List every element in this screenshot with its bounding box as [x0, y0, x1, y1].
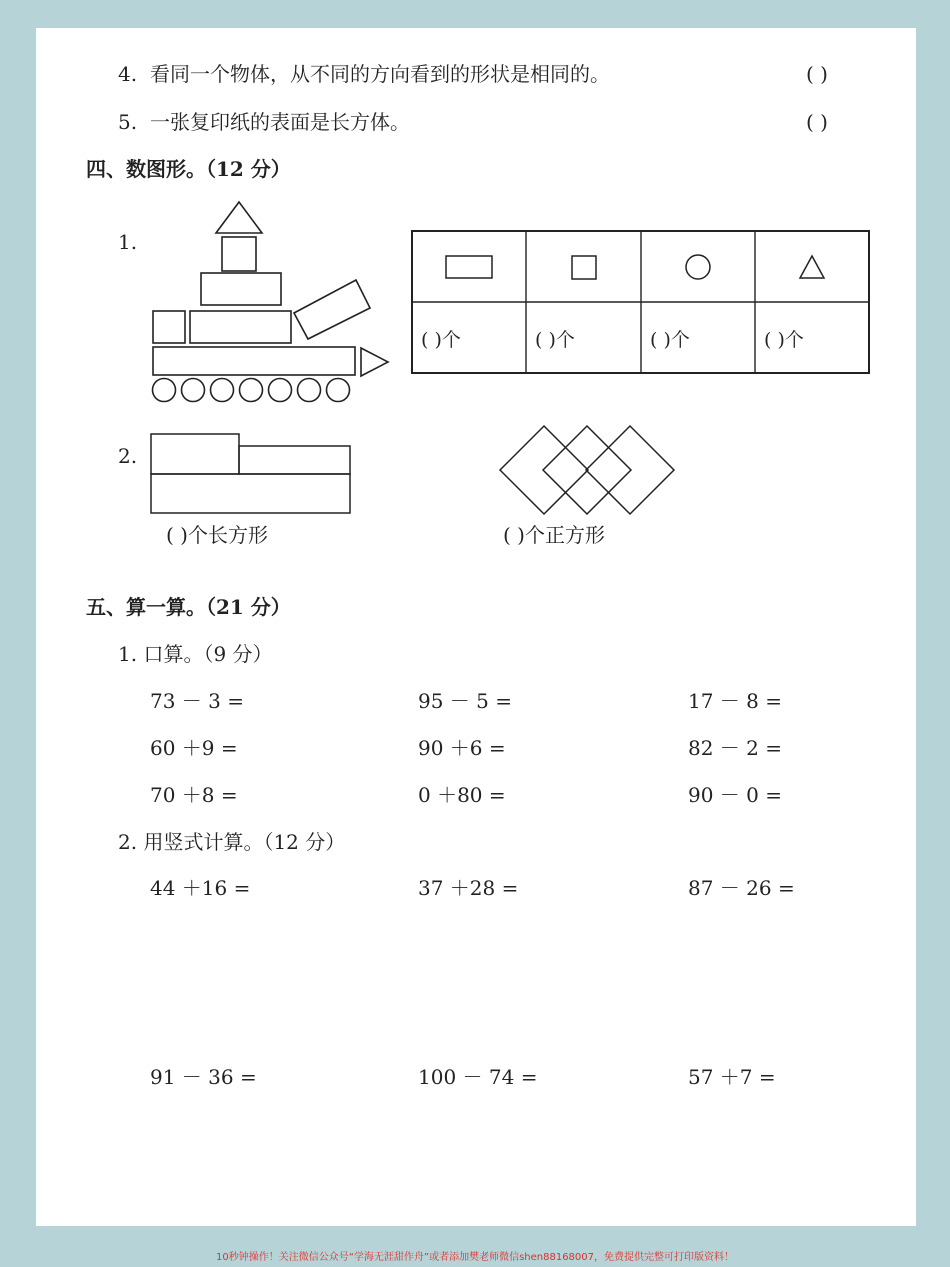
rectangles-figure	[151, 434, 350, 513]
tank-triangle-top	[216, 202, 262, 233]
count-square-answer[interactable]: ( )个	[535, 329, 575, 351]
vertical-problem: 100 － 74 =	[418, 1065, 538, 1089]
tank-wheel-3	[211, 379, 234, 402]
squares-figure	[500, 426, 674, 514]
vertical-problem: 57 ＋7 =	[688, 1065, 776, 1089]
tank-rect-body	[201, 273, 281, 305]
circle-icon	[686, 255, 710, 279]
oral-problem: 17 － 8 =	[688, 689, 783, 713]
footer-notice: 10秒钟操作！关注微信公众号“学海无涯甜作舟”或者添加樊老师微信shen88168007，免费提供完整可打印版资料！	[215, 1252, 735, 1263]
vertical-calc-title: 2. 用竖式计算。（12 分）	[118, 830, 346, 854]
q5-answer-paren[interactable]: ( )	[806, 110, 828, 134]
vertical-problem: 37 ＋28 =	[418, 876, 519, 900]
tank-wheel-2	[182, 379, 205, 402]
tank-wheel-5	[269, 379, 292, 402]
tank-square-left	[153, 311, 185, 343]
vertical-problem: 87 － 26 =	[688, 876, 795, 900]
tank-triangle-front	[361, 348, 388, 376]
oral-calc-title: 1. 口算。（9 分）	[118, 642, 273, 666]
q4-number: 4.	[118, 62, 138, 86]
count-rectangle-answer[interactable]: ( )个	[421, 329, 461, 351]
rectangle-icon	[446, 256, 492, 278]
tank-wheel-6	[298, 379, 321, 402]
q2-number: 2.	[118, 444, 138, 468]
q4-text: 看同一个物体，从不同的方向看到的形状是相同的。	[150, 62, 610, 86]
count-triangle-answer[interactable]: ( )个	[764, 329, 804, 351]
oral-problem: 60 ＋9 =	[150, 736, 238, 760]
tank-rect-cannon	[294, 280, 370, 339]
triangle-icon	[800, 256, 824, 278]
count-circle-answer[interactable]: ( )个	[650, 329, 690, 351]
q4-answer-paren[interactable]: ( )	[806, 62, 828, 86]
oral-problem: 90 ＋6 =	[418, 736, 506, 760]
tank-wheel-4	[240, 379, 263, 402]
rectangle-count-answer[interactable]: ( )个长方形	[166, 523, 268, 547]
q5-number: 5.	[118, 110, 138, 134]
oral-problem: 90 － 0 =	[688, 783, 783, 807]
tank-square-head	[222, 237, 256, 271]
section4-title: 四、数图形。（12 分）	[86, 157, 291, 181]
vertical-problem: 44 ＋16 =	[150, 876, 251, 900]
oral-problem: 0 ＋80 =	[418, 783, 506, 807]
tank-wheel-1	[153, 379, 176, 402]
tank-wheel-7	[327, 379, 350, 402]
tank-rect-base	[153, 347, 355, 375]
q1-number: 1.	[118, 230, 138, 254]
square-icon	[572, 256, 596, 279]
vertical-problem: 91 － 36 =	[150, 1065, 257, 1089]
oral-problem: 73 － 3 =	[150, 689, 245, 713]
oral-problem: 95 － 5 =	[418, 689, 513, 713]
square-count-answer[interactable]: ( )个正方形	[503, 523, 605, 547]
oral-problem: 82 － 2 =	[688, 736, 783, 760]
tank-rect-middle	[190, 311, 291, 343]
section5-title: 五、算一算。（21 分）	[86, 595, 291, 619]
oral-problem: 70 ＋8 =	[150, 783, 238, 807]
q5-text: 一张复印纸的表面是长方体。	[150, 110, 410, 134]
